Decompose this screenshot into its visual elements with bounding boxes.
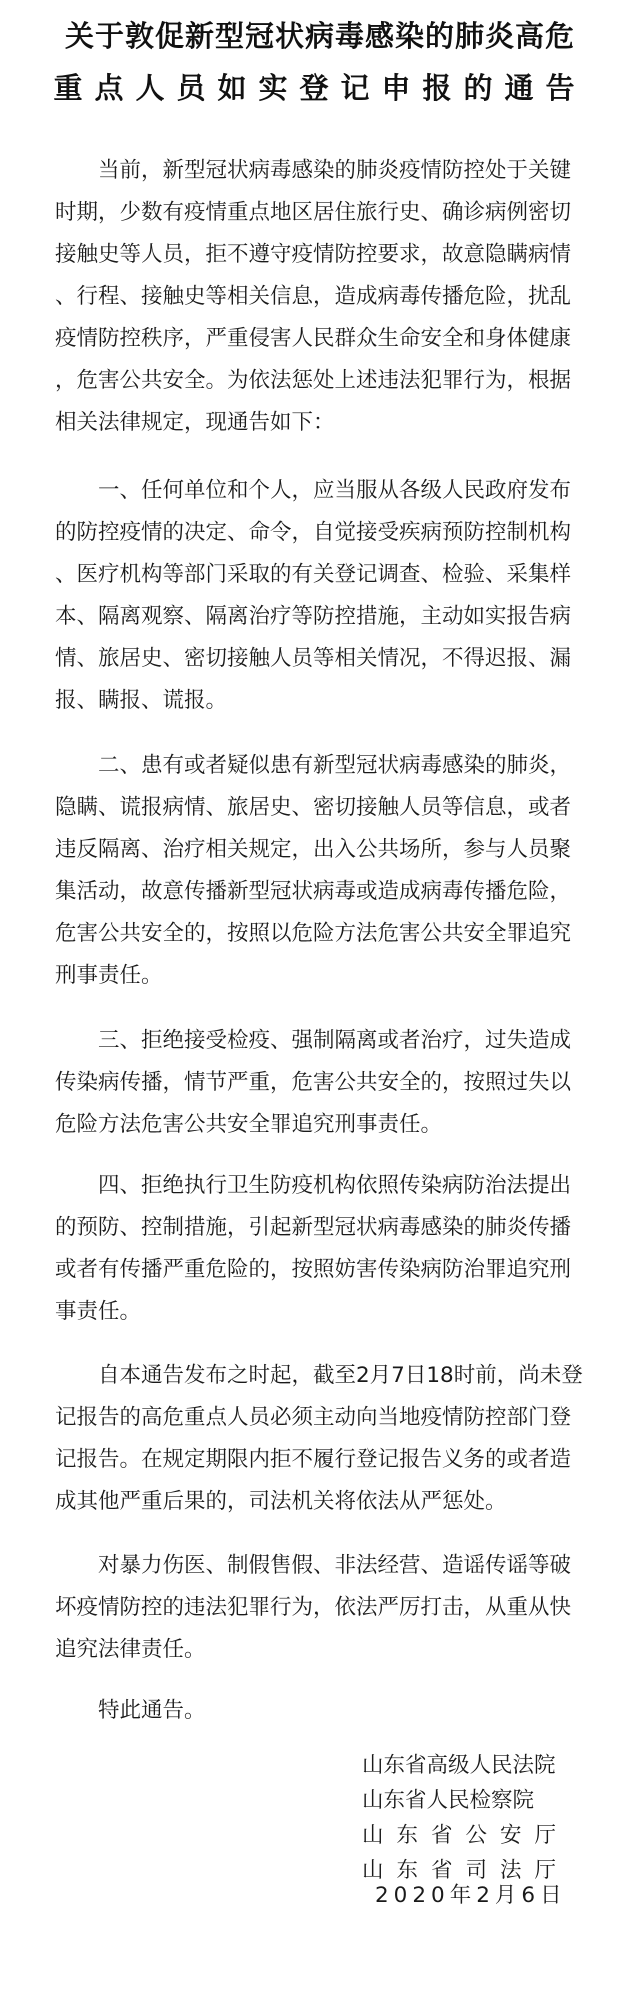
paragraph-line: 接触史等人员，拒不遵守疫情防控要求，故意隐瞒病情	[55, 242, 572, 267]
paragraph-line: 记报告的高危重点人员必须主动向当地疫情防控部门登	[55, 1405, 572, 1430]
paragraph-line: 当前，新型冠状病毒感染的肺炎疫情防控处于关键	[98, 158, 572, 183]
paragraph-line: 危害公共安全的，按照以危险方法危害公共安全罪追究	[55, 921, 572, 946]
item-4-paragraph	[55, 1165, 595, 1333]
paragraph-line: 特此通告。	[98, 1698, 206, 1723]
paragraph-line: 成其他严重后果的，司法机关将依法从严惩处。	[55, 1489, 507, 1514]
paragraph-line: 的预防、控制措施，引起新型冠状病毒感染的肺炎传播	[55, 1215, 572, 1240]
signatory-procuratorate: 山东省人民检察院	[362, 1788, 535, 1813]
paragraph-line: 自本通告发布之时起，截至2月7日18时前，尚未登	[98, 1363, 583, 1388]
paragraph-line: 二、患有或者疑似患有新型冠状病毒感染的肺炎，	[98, 753, 572, 778]
notice-title-line-2: 重点人员如实登记申报的通告	[53, 71, 587, 105]
paragraph-line: 或者有传播严重危险的，按照妨害传染病防治罪追究刑	[55, 1257, 572, 1282]
item-1-paragraph	[55, 470, 595, 722]
signatory-court: 山东省高级人民法院	[362, 1753, 556, 1778]
notice-title-line-1: 关于敦促新型冠状病毒感染的肺炎高危	[64, 19, 575, 53]
signatory-justice: 山东省司法厅	[362, 1858, 570, 1883]
signatories-block	[362, 1748, 602, 1888]
paragraph-line: 集活动，故意传播新型冠状病毒或造成病毒传播危险，	[55, 879, 572, 904]
paragraph-line: 隐瞒、谎报病情、旅居史、密切接触人员等信息，或者	[55, 795, 572, 820]
paragraph-line: 记报告。在规定期限内拒不履行登记报告义务的或者造	[55, 1447, 572, 1472]
crackdown-paragraph	[55, 1545, 595, 1671]
paragraph-line: 本、隔离观察、隔离治疗等防控措施，主动如实报告病	[55, 604, 572, 629]
paragraph-line: 情、旅居史、密切接触人员等相关情况，不得迟报、漏	[55, 646, 572, 671]
paragraph-line: 相关法律规定，现通告如下：	[55, 410, 335, 435]
paragraph-line: 危险方法危害公共安全罪追究刑事责任。	[55, 1112, 443, 1137]
paragraph-line: 一、任何单位和个人，应当服从各级人民政府发布	[98, 478, 572, 503]
paragraph-line: 三、拒绝接受检疫、强制隔离或者治疗，过失造成	[98, 1028, 572, 1053]
intro-paragraph	[55, 150, 595, 444]
closing-paragraph	[55, 1690, 595, 1732]
paragraph-line: 违反隔离、治疗相关规定，出入公共场所，参与人员聚	[55, 837, 572, 862]
paragraph-line: 、医疗机构等部门采取的有关登记调查、检验、采集样	[55, 562, 572, 587]
paragraph-line: 四、拒绝执行卫生防疫机构依照传染病防治法提出	[98, 1173, 572, 1198]
paragraph-line: 、行程、接触史等相关信息，造成病毒传播危险，扰乱	[55, 284, 572, 309]
paragraph-line: 追究法律责任。	[55, 1637, 206, 1662]
paragraph-line: 时期，少数有疫情重点地区居住旅行史、确诊病例密切	[55, 200, 572, 225]
paragraph-line: 对暴力伤医、制假售假、非法经营、造谣传谣等破	[98, 1553, 572, 1578]
paragraph-line: 传染病传播，情节严重，危害公共安全的，按照过失以	[55, 1070, 572, 1095]
item-2-paragraph	[55, 745, 595, 997]
paragraph-line: 报、瞒报、谎报。	[55, 688, 228, 713]
item-3-paragraph	[55, 1020, 595, 1146]
paragraph-line: 事责任。	[55, 1299, 142, 1324]
issue-date: 2020年2月6日	[375, 1883, 567, 1908]
paragraph-line: 疫情防控秩序，严重侵害人民群众生命安全和身体健康	[55, 326, 572, 351]
deadline-paragraph	[55, 1355, 595, 1523]
signatory-public-security: 山东省公安厅	[362, 1823, 570, 1848]
paragraph-line: 刑事责任。	[55, 963, 163, 988]
paragraph-line: 的防控疫情的决定、命令，自觉接受疾病预防控制机构	[55, 520, 572, 545]
paragraph-line: ，危害公共安全。为依法惩处上述违法犯罪行为，根据	[55, 368, 572, 393]
paragraph-line: 坏疫情防控的违法犯罪行为，依法严厉打击，从重从快	[55, 1595, 572, 1620]
